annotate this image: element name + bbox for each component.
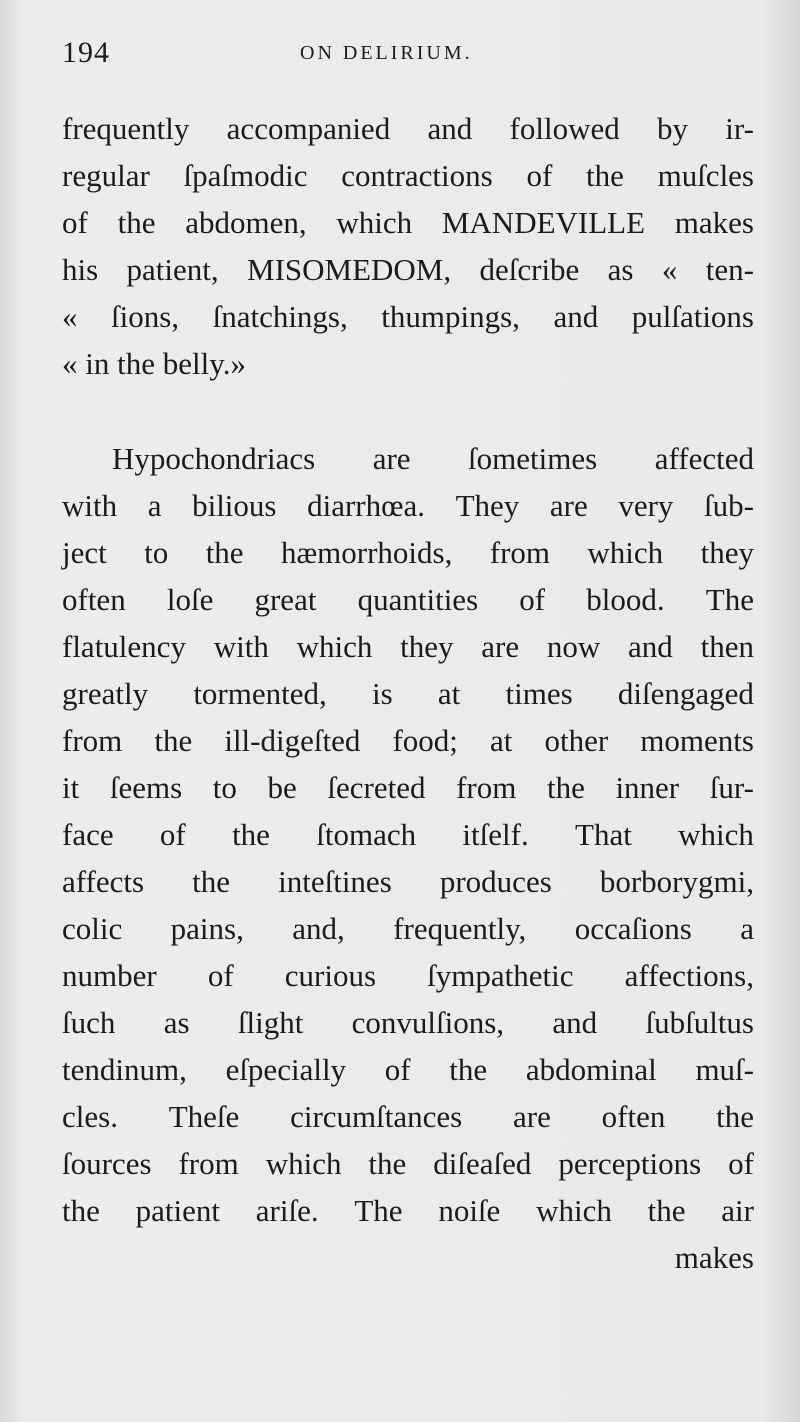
text-line: with a bilious diarrhœa. They are very ſub- — [62, 488, 754, 523]
text-line: cles. Theſe circumſtances are often the — [62, 1099, 754, 1134]
text-line: frequently accompanied and followed by ir- — [62, 111, 754, 146]
text-line: from the ill-digeſted food; at other moments — [62, 723, 754, 758]
text-line: flatulency with which they are now and then — [62, 629, 754, 664]
text-line: tendinum, eſpecially of the abdominal muſ- — [62, 1052, 754, 1087]
text-line: affects the inteſtines produces borborygmi, — [62, 864, 754, 899]
text-line: it ſeems to be ſecreted from the inner ſur- — [62, 770, 754, 805]
text-line: « ſions, ſnatchings, thumpings, and pulſations — [62, 299, 754, 334]
page-number: 194 — [62, 36, 110, 69]
text-line: often loſe great quantities of blood. The — [62, 582, 754, 617]
text-line: ſuch as ſlight convulſions, and ſubſultus — [62, 1005, 754, 1040]
text-line: his patient, MISOMEDOM, deſcribe as « ten- — [62, 252, 754, 287]
text-line: « in the belly.» — [62, 346, 246, 381]
text-line: regular ſpaſmodic contractions of the muſcles — [62, 158, 754, 193]
running-head: ON DELIRIUM. — [300, 42, 473, 64]
text-line: greatly tormented, is at times diſengaged — [62, 676, 754, 711]
text-line: the patient ariſe. The noiſe which the air — [62, 1193, 754, 1228]
body-text — [62, 105, 754, 1281]
text-line: ject to the hæmorrhoids, from which they — [62, 535, 754, 570]
text-line: face of the ſtomach itſelf. That which — [62, 817, 754, 852]
text-line: ſources from which the diſeaſed perceptions of — [62, 1146, 754, 1181]
text-line: colic pains, and, frequently, occaſions a — [62, 911, 754, 946]
text-line: Hypochondriacs are ſometimes affected — [112, 441, 754, 476]
text-line: number of curious ſympathetic affections, — [62, 958, 754, 993]
page-header — [62, 36, 754, 86]
text-line: of the abdomen, which MANDEVILLE makes — [62, 205, 754, 240]
paragraph-break — [62, 387, 754, 435]
catchword: makes — [674, 1240, 754, 1275]
